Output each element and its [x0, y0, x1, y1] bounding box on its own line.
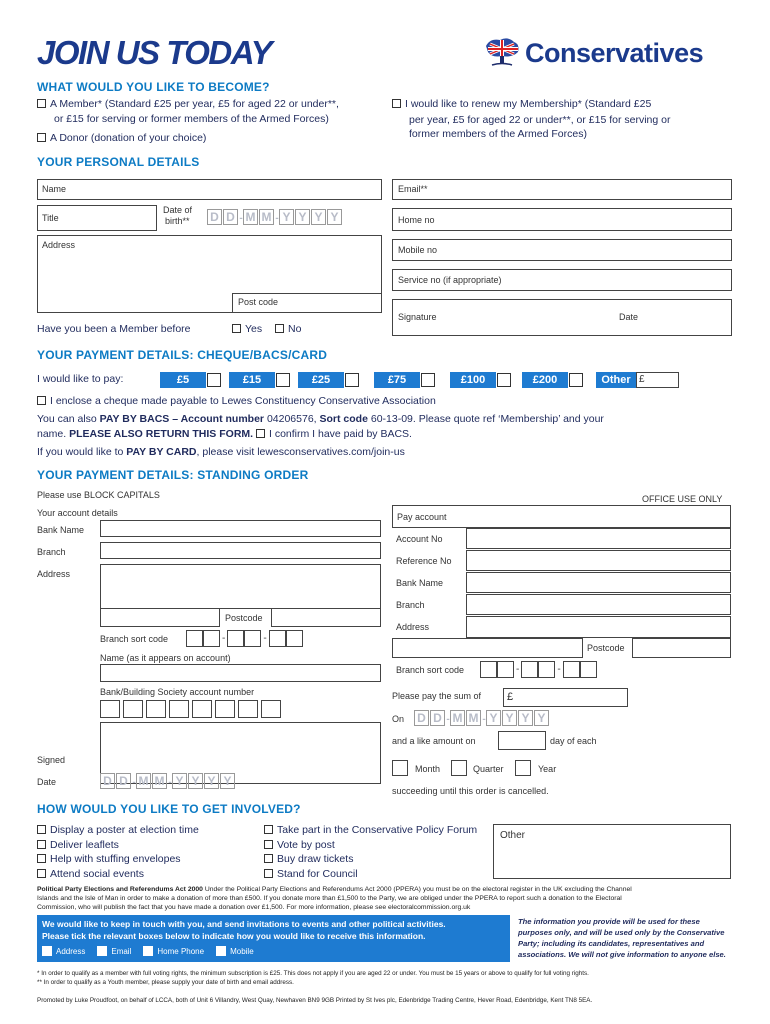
amount-option-button[interactable]: £15	[229, 372, 275, 388]
pay-label: I would like to pay:	[37, 373, 124, 385]
amount-option-button[interactable]: £200	[522, 372, 568, 388]
amount-option-button[interactable]: £100	[450, 372, 496, 388]
involvement-option[interactable]: Help with stuffing envelopes	[37, 853, 181, 865]
personal-heading: YOUR PERSONAL DETAILS	[37, 155, 200, 169]
date-digit-box: Y	[534, 710, 549, 726]
signature-date-label: Date	[619, 312, 639, 322]
signed-label: Signed	[37, 755, 66, 765]
amount-option-button[interactable]: £75	[374, 372, 420, 388]
date-digit-box: D	[100, 773, 115, 789]
renew-option-line2: per year, £5 for aged 22 or under**, or £15 for serving or	[409, 114, 671, 126]
contact-checkbox[interactable]	[143, 946, 153, 956]
address-field[interactable]: Address	[37, 235, 382, 313]
ppera-notice: Political Party Elections and Referendums Act 2000 Under the Political Party Elections and Referendums Act 2000 (PPERA) you must be on the electoral register in the UK excluding the Channel Islands and the Isle of Man in order to make a donation of more than £500. If you donate more than £1,500 to the Party, we are obliged under the PPERA to report such a donation to the Electoral Commission, who will publish the fact that you have made a donation over £1,500. For more information, please see electoralcommission.org.uk	[37, 886, 632, 911]
renew-option[interactable]: I would like to renew my Membership* (Standard £25	[392, 98, 651, 110]
office-use-label: OFFICE USE ONLY	[642, 494, 723, 504]
date-digit-box: M	[136, 773, 151, 789]
office-sort-code-label: Branch sort code	[396, 665, 465, 675]
until-cancelled-label: succeeding until this order is cancelled.	[392, 786, 549, 796]
sort-code-digit-box[interactable]	[203, 630, 220, 647]
date-digit-box: D	[207, 209, 222, 225]
account-number-label: Bank/Building Society account number	[100, 687, 255, 697]
dob-field[interactable]	[207, 209, 343, 225]
date-separator: -	[482, 714, 486, 725]
branch-label: Branch	[37, 547, 66, 557]
payment-heading: YOUR PAYMENT DETAILS: CHEQUE/BACS/CARD	[37, 348, 328, 362]
donor-checkbox[interactable]	[37, 133, 46, 142]
date-digit-box: D	[414, 710, 429, 726]
contact-checkbox[interactable]	[216, 946, 226, 956]
sort-code-digit-box[interactable]	[580, 661, 597, 678]
amount-option-button[interactable]: £25	[298, 372, 344, 388]
involvement-option[interactable]: Attend social events	[37, 868, 144, 880]
cheque-option[interactable]: I enclose a cheque made payable to Lewes Constituency Conservative Association	[37, 395, 436, 407]
account-no-label: Account No	[396, 534, 443, 544]
home-no-field[interactable]: Home no	[392, 208, 732, 231]
other-involvement-field[interactable]: Other	[493, 824, 731, 879]
date-digit-box: M	[243, 209, 258, 225]
title-field[interactable]: Title	[37, 205, 157, 231]
date-digit-box: Y	[518, 710, 533, 726]
sort-code-digit-box[interactable]	[227, 630, 244, 647]
date-digit-box: M	[259, 209, 274, 225]
block-capitals-note: Please use BLOCK CAPITALS	[37, 490, 160, 500]
account-digit-box[interactable]	[169, 700, 189, 718]
account-digit-box[interactable]	[238, 700, 258, 718]
contact-option-label: Mobile	[230, 947, 254, 956]
date-digit-box: Y	[311, 209, 326, 225]
date-digit-box: Y	[220, 773, 235, 789]
so-sort-code-label: Branch sort code	[100, 634, 169, 644]
amount-checkbox[interactable]	[276, 373, 290, 387]
sort-code-digit-box[interactable]	[244, 630, 261, 647]
postcode-field[interactable]: Post code	[232, 293, 382, 313]
donor-option[interactable]: A Donor (donation of your choice)	[37, 132, 206, 144]
involvement-option[interactable]: Vote by post	[264, 839, 335, 851]
so-date-label: Date	[37, 777, 57, 787]
day-field	[498, 731, 546, 750]
account-name-label: Name (as it appears on account)	[100, 653, 231, 663]
involvement-checkbox[interactable]	[264, 854, 273, 863]
office-bank-name-label: Bank Name	[396, 578, 444, 588]
date-digit-box: D	[223, 209, 238, 225]
involvement-checkbox[interactable]	[264, 869, 273, 878]
member-before-no[interactable]: No	[275, 323, 301, 335]
account-digit-box[interactable]	[192, 700, 212, 718]
yes-checkbox[interactable]	[232, 324, 241, 333]
conservatives-tree-logo-icon	[482, 36, 522, 68]
card-line: If you would like to PAY BY CARD, please visit lewesconservatives.com/join-us	[37, 446, 405, 458]
mobile-no-field[interactable]: Mobile no	[392, 239, 732, 261]
involvement-checkbox[interactable]	[37, 854, 46, 863]
sort-code-separator: -	[263, 633, 267, 645]
quarter-label: Quarter	[473, 764, 504, 774]
so-postcode-label: Postcode	[225, 613, 263, 623]
sort-code-digit-box[interactable]	[563, 661, 580, 678]
contact-option-label: Email	[111, 947, 132, 956]
sort-code-digit-box[interactable]	[286, 630, 303, 647]
date-digit-box: Y	[172, 773, 187, 789]
sort-code-digit-box[interactable]	[269, 630, 286, 647]
data-use-statement: The information you provide will be used for these purposes only, and will be used only by the Conservative Party; including its candidates, representatives and associations. We will not give information to anyone else.	[518, 917, 726, 959]
date-separator: -	[168, 777, 172, 788]
date-digit-box: M	[152, 773, 167, 789]
account-digit-box[interactable]	[146, 700, 166, 718]
office-postcode-field	[632, 638, 731, 658]
amount-checkbox[interactable]	[569, 373, 583, 387]
so-date-field[interactable]	[100, 773, 236, 789]
no-checkbox[interactable]	[275, 324, 284, 333]
involved-heading: HOW WOULD YOU LIKE TO GET INVOLVED?	[37, 802, 301, 816]
member-before-yes[interactable]: Yes	[232, 323, 262, 335]
involvement-option[interactable]: Display a poster at election time	[37, 824, 199, 836]
bacs-line-1: You can also PAY BY BACS – Account number 04206576, Sort code 60-13-09. Please quote ref ‘Membership’ and your	[37, 413, 604, 425]
office-address-label: Address	[396, 622, 430, 632]
email-field[interactable]: Email**	[392, 179, 732, 200]
sort-code-separator: -	[516, 664, 520, 676]
so-address-label: Address	[37, 569, 71, 579]
on-label: On	[392, 714, 405, 724]
account-digit-box[interactable]	[215, 700, 235, 718]
other-amount-input[interactable]: £	[636, 372, 679, 388]
member-before-question: Have you been a Member before	[37, 323, 191, 335]
date-digit-box: M	[466, 710, 481, 726]
office-branch-label: Branch	[396, 600, 425, 610]
sort-code-digit-box[interactable]	[186, 630, 203, 647]
member-option[interactable]: A Member* (Standard £25 per year, £5 for aged 22 or under**,	[37, 98, 339, 110]
involvement-checkbox[interactable]	[37, 869, 46, 878]
standing-order-heading: YOUR PAYMENT DETAILS: STANDING ORDER	[37, 468, 309, 482]
logo-text: Conservatives	[525, 38, 704, 68]
reference-no-label: Reference No	[396, 556, 452, 566]
renew-option-line3: former members of the Armed Forces)	[409, 128, 587, 140]
date-digit-box: Y	[295, 209, 310, 225]
signature-field[interactable]: Signature Date	[392, 299, 732, 336]
sort-code-digit-box[interactable]	[480, 661, 497, 678]
footnote-member: * In order to qualify as a member with full voting rights, the minimum subscription is £25. This does not apply if you are aged 22 or under. You must be 15 years or above to qualify for full voting rights.	[37, 970, 589, 977]
renew-checkbox[interactable]	[392, 99, 401, 108]
member-option-line2: or £15 for serving or former members of the Armed Forces)	[54, 113, 329, 125]
year-label: Year	[538, 764, 557, 774]
involvement-checkbox[interactable]	[37, 825, 46, 834]
amount-checkbox[interactable]	[345, 373, 359, 387]
so-address-field[interactable]	[100, 564, 381, 609]
month-checkbox	[392, 760, 408, 776]
your-account-label: Your account details	[37, 508, 118, 518]
amount-option-button[interactable]: £5	[160, 372, 206, 388]
sort-code-separator: -	[222, 633, 226, 645]
on-date-field	[414, 710, 550, 726]
bank-name-label: Bank Name	[37, 525, 85, 535]
date-digit-box: M	[450, 710, 465, 726]
contact-checkbox[interactable]	[97, 946, 107, 956]
involvement-option[interactable]: Stand for Council	[264, 868, 358, 880]
other-amount-button[interactable]: Other	[596, 372, 636, 388]
bank-name-field[interactable]	[100, 520, 381, 537]
office-address-extra	[392, 638, 583, 658]
date-digit-box: Y	[486, 710, 501, 726]
like-amount-label: and a like amount on	[392, 736, 476, 746]
bacs-confirm-checkbox[interactable]	[256, 429, 265, 438]
year-checkbox	[515, 760, 531, 776]
sort-code-digit-box[interactable]	[521, 661, 538, 678]
become-heading: WHAT WOULD YOU LIKE TO BECOME?	[37, 80, 270, 94]
involvement-checkbox[interactable]	[264, 825, 273, 834]
date-digit-box: Y	[279, 209, 294, 225]
account-digit-box[interactable]	[261, 700, 281, 718]
date-separator: -	[446, 714, 450, 725]
date-digit-box: Y	[327, 209, 342, 225]
cheque-checkbox[interactable]	[37, 396, 46, 405]
contact-preferences-banner: We would like to keep in touch with you, and send invitations to events and other political activities. Please tick the relevant boxes below to indicate how you would like to receive this information. Address Email Home Phone Mobile	[37, 915, 510, 962]
office-address-field	[466, 616, 731, 638]
month-label: Month	[415, 764, 441, 774]
date-separator: -	[132, 777, 136, 788]
office-postcode-label: Postcode	[587, 643, 625, 653]
page-title: JOIN US TODAY	[37, 34, 272, 71]
so-sort-code-field[interactable]	[186, 630, 303, 647]
involvement-checkbox[interactable]	[37, 840, 46, 849]
account-number-field[interactable]	[100, 700, 284, 718]
service-no-field[interactable]: Service no (if appropriate)	[392, 269, 732, 291]
date-separator: -	[275, 213, 279, 224]
contact-option-label: Home Phone	[157, 947, 205, 956]
quarter-checkbox	[451, 760, 467, 776]
member-checkbox[interactable]	[37, 99, 46, 108]
office-branch-field	[466, 594, 731, 615]
sort-code-separator: -	[557, 664, 561, 676]
name-field[interactable]: Name	[37, 179, 382, 200]
involvement-option[interactable]: Deliver leaflets	[37, 839, 119, 851]
date-digit-box: Y	[204, 773, 219, 789]
sum-label: Please pay the sum of	[392, 691, 482, 701]
date-digit-box: D	[116, 773, 131, 789]
sort-code-digit-box[interactable]	[497, 661, 514, 678]
reference-no-field	[466, 550, 731, 571]
dob-label: Date of	[163, 205, 193, 215]
date-separator: -	[239, 213, 243, 224]
involvement-option[interactable]: Take part in the Conservative Policy Forum	[264, 824, 477, 836]
amount-checkbox[interactable]	[497, 373, 511, 387]
so-address-extra-field[interactable]	[100, 608, 220, 627]
account-digit-box[interactable]	[100, 700, 120, 718]
account-name-field[interactable]	[100, 664, 381, 682]
account-digit-box[interactable]	[123, 700, 143, 718]
amount-checkbox[interactable]	[207, 373, 221, 387]
date-digit-box: Y	[188, 773, 203, 789]
footnote-youth: ** In order to qualify as a Youth member, please supply your date of birth and email address.	[37, 979, 294, 986]
amount-checkbox[interactable]	[421, 373, 435, 387]
date-digit-box: Y	[502, 710, 517, 726]
pay-account-field: Pay account	[392, 505, 731, 528]
bacs-line-2: name. PLEASE ALSO RETURN THIS FORM. I confirm I have paid by BACS.	[37, 428, 412, 440]
date-digit-box: D	[430, 710, 445, 726]
office-sort-code-field	[480, 661, 597, 678]
branch-field[interactable]	[100, 542, 381, 559]
involvement-checkbox[interactable]	[264, 840, 273, 849]
involvement-option[interactable]: Buy draw tickets	[264, 853, 353, 865]
contact-option-label: Address	[56, 947, 86, 956]
day-of-each-label: day of each	[550, 736, 597, 746]
promoted-by: Promoted by Luke Proudfoot, on behalf of LCCA, both of Unit 6 Villandry, West Quay, Newhaven BN9 9GB Printed by St Ives plc, Edenbridge Trading Centre, Hever Road, Edenbridge, Kent TN8 5EA.	[37, 997, 593, 1004]
account-no-field	[466, 528, 731, 549]
contact-checkbox[interactable]	[42, 946, 52, 956]
sum-field: £	[503, 688, 628, 707]
dob-label-2: birth**	[165, 216, 190, 226]
so-postcode-field[interactable]	[271, 608, 381, 627]
office-bank-name-field	[466, 572, 731, 593]
sort-code-digit-box[interactable]	[538, 661, 555, 678]
